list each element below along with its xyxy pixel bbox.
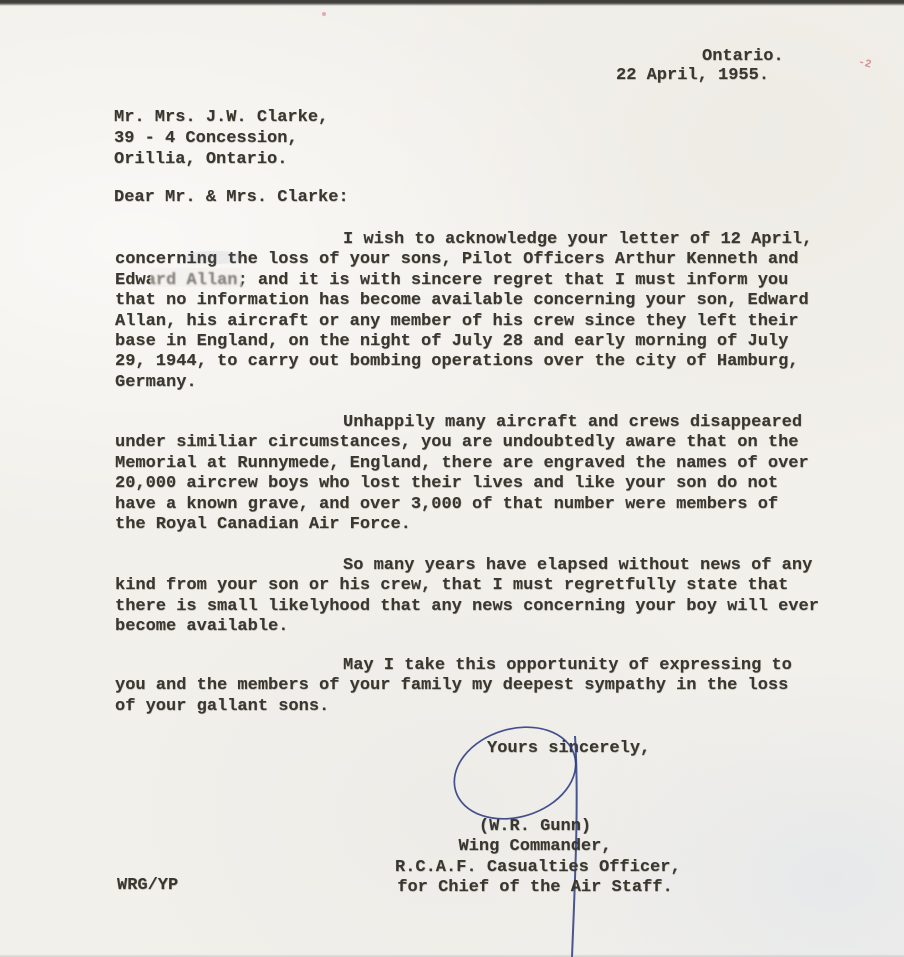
signer-office: R.C.A.F. Casualties Officer,: [395, 857, 681, 877]
recipient-city: Orillia, Ontario.: [114, 150, 288, 169]
paragraph-line: 29, 1944, to carry out bombing operations over the city of Hamburg,: [115, 352, 799, 372]
paragraph-line: kind from your son or his crew, that I must regretfully state that: [115, 576, 789, 596]
signer-rank: Wing Commander,: [458, 837, 612, 857]
salutation: Dear Mr. & Mrs. Clarke:: [114, 188, 349, 207]
location-line: Ontario.: [702, 47, 784, 66]
paragraph-3: [115, 556, 819, 638]
paragraph-line: 20,000 aircrew boys who lost their lives and like your son do not: [115, 474, 779, 494]
paragraph-line: Memorial at Runnymede, England, there are engraved the names of over: [115, 453, 809, 473]
paragraph-line: Unhappily many aircraft and crews disappeared: [343, 413, 803, 432]
paragraph-line: of your gallant sons.: [115, 696, 330, 716]
paragraph-line: Allan, his aircraft or any member of his crew since they left their: [115, 311, 799, 331]
recipient-name: Mr. Mrs. J.W. Clarke,: [114, 108, 329, 127]
paragraph-line: you and the members of your family my deepest sympathy in the loss: [115, 676, 789, 696]
scan-edge-top: [0, 0, 904, 6]
ink-smudge-faint: [185, 251, 243, 264]
signature-block: [395, 817, 681, 899]
signer-authority: for Chief of the Air Staff.: [397, 878, 673, 898]
paragraph-line: Germany.: [115, 372, 197, 392]
paragraph-line: base in England, on the night of July 28 and early morning of July: [115, 331, 789, 351]
recipient-street: 39 - 4 Concession,: [114, 129, 298, 148]
paragraph-2: [115, 413, 809, 535]
paragraph-4: [115, 656, 792, 717]
recipient-address: [114, 107, 328, 170]
paragraph-line: Edward Allan; and it is with sincere regret that I must inform you: [115, 270, 789, 290]
paragraph-line: concerning the loss of your sons, Pilot Officers Arthur Kenneth and: [115, 250, 799, 270]
red-speck-mark: [322, 12, 326, 16]
paragraph-line: become available.: [115, 617, 289, 637]
signer-name: (W.R. Gunn): [478, 817, 592, 836]
paragraph-line: the Royal Canadian Air Force.: [115, 514, 411, 534]
paragraph-line: that no information has become available concerning your son, Edward: [115, 291, 809, 311]
paragraph-line: there is small likelyhood that any news concerning your boy will ever: [115, 596, 819, 616]
paragraph-line: under similiar circumstances, you are undoubtedly aware that on the: [115, 433, 799, 453]
paragraph-line: I wish to acknowledge your letter of 12 April,: [343, 230, 813, 249]
paragraph-line: have a known grave, and over 3,000 of that number were members of: [115, 494, 779, 514]
typist-initials: WRG/YP: [117, 876, 179, 895]
closing-phrase: Yours sincerely,: [487, 739, 651, 758]
paragraph-line: May I take this opportunity of expressing to: [343, 656, 792, 675]
red-pencil-note: -2: [856, 56, 873, 72]
paragraph-line: So many years have elapsed without news of any: [343, 556, 813, 575]
ink-smudge-overlay: [150, 268, 242, 287]
date-line: 22 April, 1955.: [616, 66, 770, 85]
